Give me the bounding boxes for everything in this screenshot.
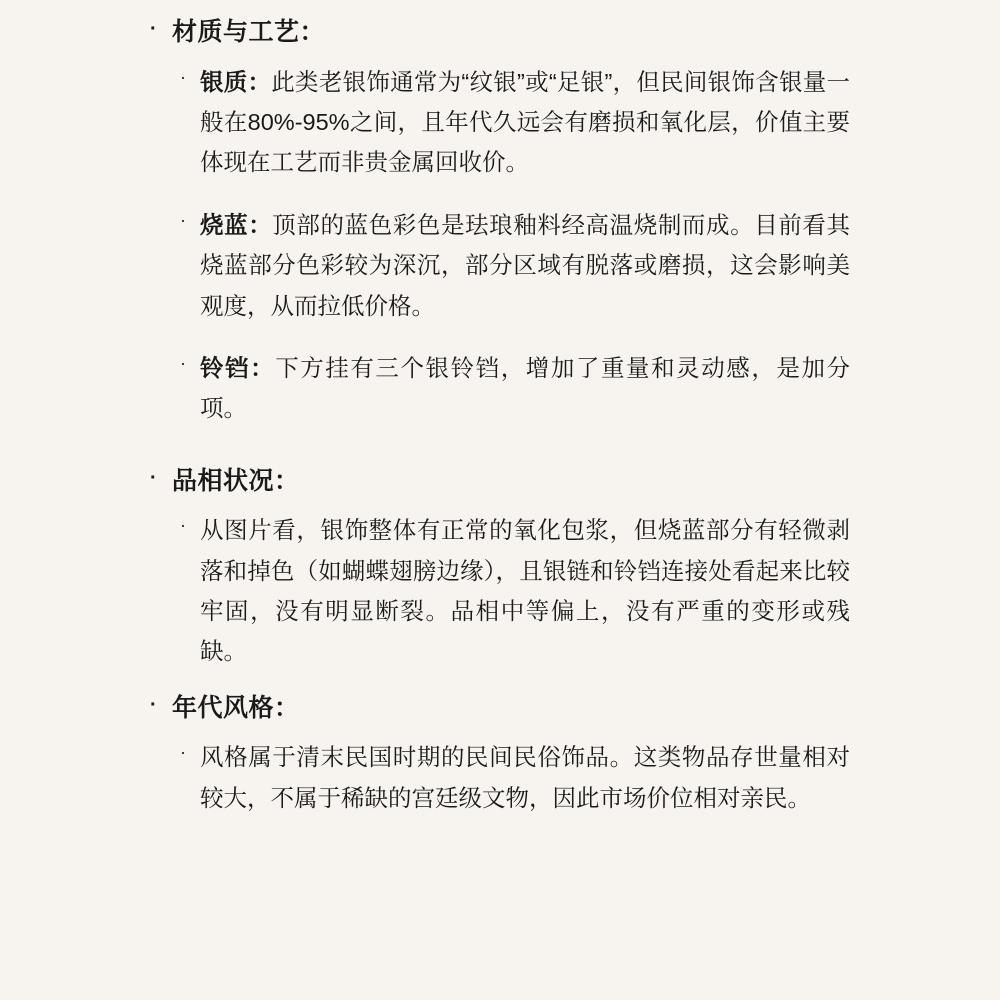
section-heading [150,14,850,52]
list-item-text: 风格属于清末民国时期的民间民俗饰品。这类物品存世量相对较大，不属于稀缺的宫廷级文物，因此市场价位相对亲民。 [200,744,850,811]
section-era-style [150,690,850,818]
list-item [180,737,850,818]
list-item [180,205,850,326]
bullet-icon: · [150,18,158,40]
bullet-icon: · [180,352,186,373]
list-item-text: 此类老银饰通常为“纹银”或“足银”，但民间银饰含银量一般在80%-95%之间，且年代久远会有磨损和氧化层，价值主要体现在工艺而非贵金属回收价。 [200,68,850,176]
list-item-body [200,205,850,326]
section-condition [150,463,850,672]
list-item [180,62,850,183]
list-item-lead: 烧蓝： [200,211,273,238]
list-item-body [200,348,850,429]
section-items [150,62,850,429]
section-items [150,737,850,818]
bullet-icon: · [180,209,186,230]
list-item-body [200,737,850,818]
list-item [180,348,850,429]
list-item-text: 下方挂有三个银铃铛，增加了重量和灵动感，是加分项。 [200,354,851,422]
list-item-body [200,62,850,183]
list-item-body [200,510,850,672]
document-content [150,14,850,818]
section-heading [150,690,850,728]
section-heading-text: 品相状况： [172,466,300,495]
section-heading [150,463,850,501]
section-heading-text: 材质与工艺： [172,18,326,46]
section-items [150,510,850,672]
bullet-icon: · [180,66,186,87]
bullet-icon: · [150,693,158,716]
list-item-lead: 铃铛： [200,354,276,381]
list-item-lead: 银质： [200,68,272,95]
list-item-text: 顶部的蓝色彩色是珐琅釉料经高温烧制而成。目前看其烧蓝部分色彩较为深沉，部分区域有脱落或磨损，这会影响美观度，从而拉低价格。 [200,211,851,319]
bullet-icon: · [180,742,186,763]
section-spacer [150,447,850,463]
bullet-icon: · [180,515,186,536]
list-item-text: 从图片看，银饰整体有正常的氧化包浆，但烧蓝部分有轻微剥落和掉色（如蝴蝶翅膀边缘），且银链和铃铛连接处看起来比较牢固，没有明显断裂。品相中等偏上，没有严重的变形或残缺。 [200,517,850,665]
list-item [180,510,850,672]
section-materials-and-craft [150,14,850,429]
section-heading-text: 年代风格： [172,693,300,722]
bullet-icon: · [150,466,158,489]
